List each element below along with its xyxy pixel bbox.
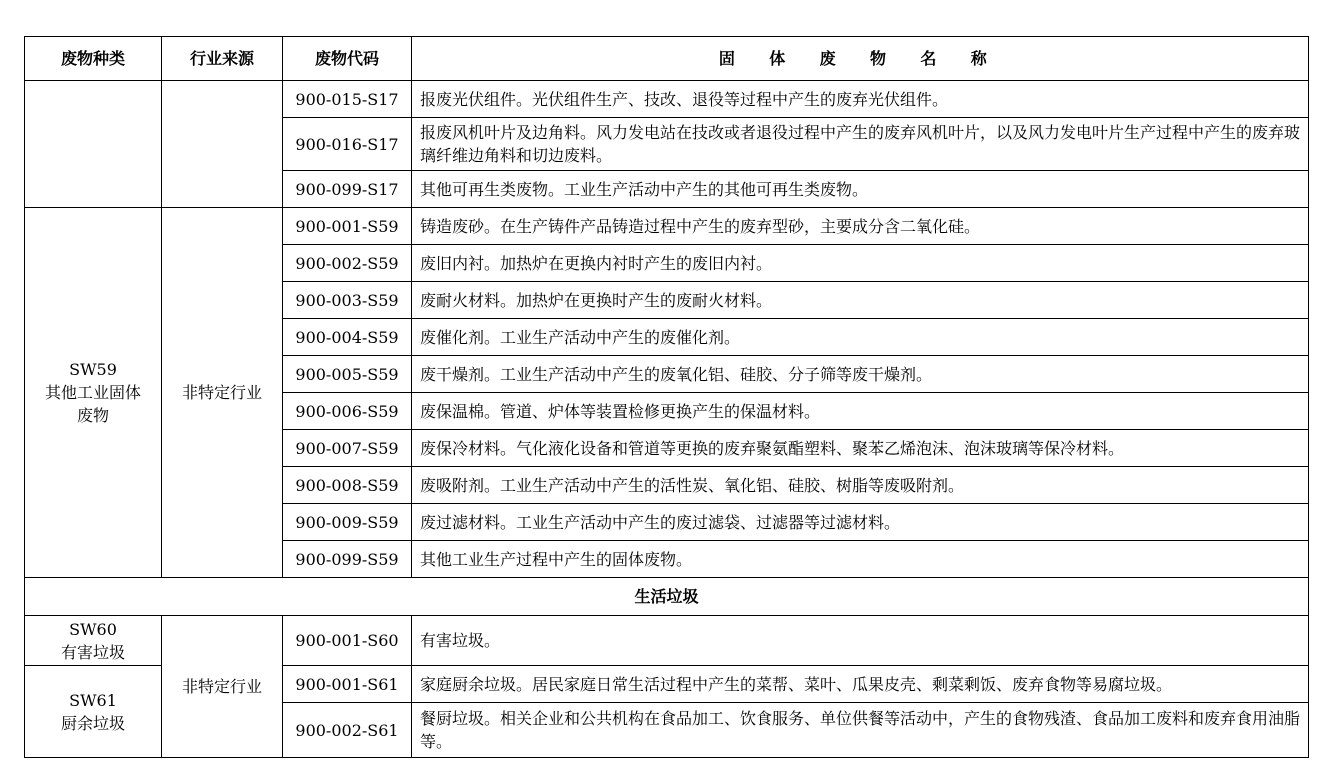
waste-code: 900-001-S60 [283,616,412,666]
waste-code: 900-001-S61 [283,666,412,703]
waste-type-name-line1: 其他工业固体 [44,383,141,402]
header-source: 行业来源 [162,37,283,81]
waste-code: 900-004-S59 [283,319,412,356]
waste-description: 报废风机叶片及边角料。风力发电站在技改或者退役过程中产生的废弃风机叶片，以及风力发电叶片生产过程中产生的废弃玻璃纤维边角料和切边废料。 [412,118,1309,171]
table-row [25,208,1309,245]
waste-code: 900-009-S59 [283,504,412,541]
waste-description: 废耐火材料。加热炉在更换时产生的废耐火材料。 [412,282,1309,319]
section-title: 生活垃圾 [25,578,1309,616]
solid-waste-table [24,36,1309,758]
header-name: 固 体 废 物 名 称 [412,37,1309,81]
waste-description: 废干燥剂。工业生产活动中产生的废氧化铝、硅胶、分子筛等废干燥剂。 [412,356,1309,393]
industry-source: 非特定行业 [162,616,283,758]
waste-code: 900-005-S59 [283,356,412,393]
waste-description: 有害垃圾。 [412,616,1309,666]
waste-type-code: SW60 [69,619,117,639]
source-cell-empty [162,81,283,208]
table-row [25,616,1309,666]
waste-type-name: 厨余垃圾 [60,713,125,733]
waste-type-cell [25,616,162,666]
section-row [25,578,1309,616]
header-code: 废物代码 [283,37,412,81]
waste-code: 900-007-S59 [283,430,412,467]
waste-type-cell [25,208,162,578]
waste-description: 废吸附剂。工业生产活动中产生的活性炭、氧化铝、硅胶、树脂等废吸附剂。 [412,467,1309,504]
waste-code: 900-099-S17 [283,171,412,208]
header-row [25,37,1309,81]
waste-type-name: 有害垃圾 [60,642,125,662]
waste-type-cell [25,666,162,758]
header-type: 废物种类 [25,37,162,81]
waste-type-code: SW61 [69,690,117,710]
waste-description: 废旧内衬。加热炉在更换内衬时产生的废旧内衬。 [412,245,1309,282]
waste-description: 废催化剂。工业生产活动中产生的废催化剂。 [412,319,1309,356]
waste-description: 废保冷材料。气化液化设备和管道等更换的废弃聚氨酯塑料、聚苯乙烯泡沫、泡沫玻璃等保冷材料。 [412,430,1309,467]
waste-description: 家庭厨余垃圾。居民家庭日常生活过程中产生的菜帮、菜叶、瓜果皮壳、剩菜剩饭、废弃食物等易腐垃圾。 [412,666,1309,703]
waste-description: 其他工业生产过程中产生的固体废物。 [412,541,1309,578]
waste-description: 餐厨垃圾。相关企业和公共机构在食品加工、饮食服务、单位供餐等活动中，产生的食物残渣、食品加工废料和废弃食用油脂等。 [412,703,1309,758]
waste-description: 铸造废砂。在生产铸件产品铸造过程中产生的废弃型砂，主要成分含二氧化硅。 [412,208,1309,245]
table-row [25,81,1309,118]
waste-type-name-line2: 废物 [76,406,109,425]
waste-type-code: SW59 [69,360,117,379]
waste-code: 900-003-S59 [283,282,412,319]
waste-code: 900-006-S59 [283,393,412,430]
waste-description: 废保温棉。管道、炉体等装置检修更换产生的保温材料。 [412,393,1309,430]
waste-description: 其他可再生类废物。工业生产活动中产生的其他可再生类废物。 [412,171,1309,208]
waste-code: 900-099-S59 [283,541,412,578]
waste-description: 报废光伏组件。光伏组件生产、技改、退役等过程中产生的废弃光伏组件。 [412,81,1309,118]
waste-code: 900-016-S17 [283,118,412,171]
waste-code: 900-002-S61 [283,703,412,758]
waste-code: 900-001-S59 [283,208,412,245]
waste-code: 900-008-S59 [283,467,412,504]
industry-source: 非特定行业 [162,208,283,578]
waste-code: 900-002-S59 [283,245,412,282]
type-cell-empty [25,81,162,208]
waste-description: 废过滤材料。工业生产活动中产生的废过滤袋、过滤器等过滤材料。 [412,504,1309,541]
waste-code: 900-015-S17 [283,81,412,118]
